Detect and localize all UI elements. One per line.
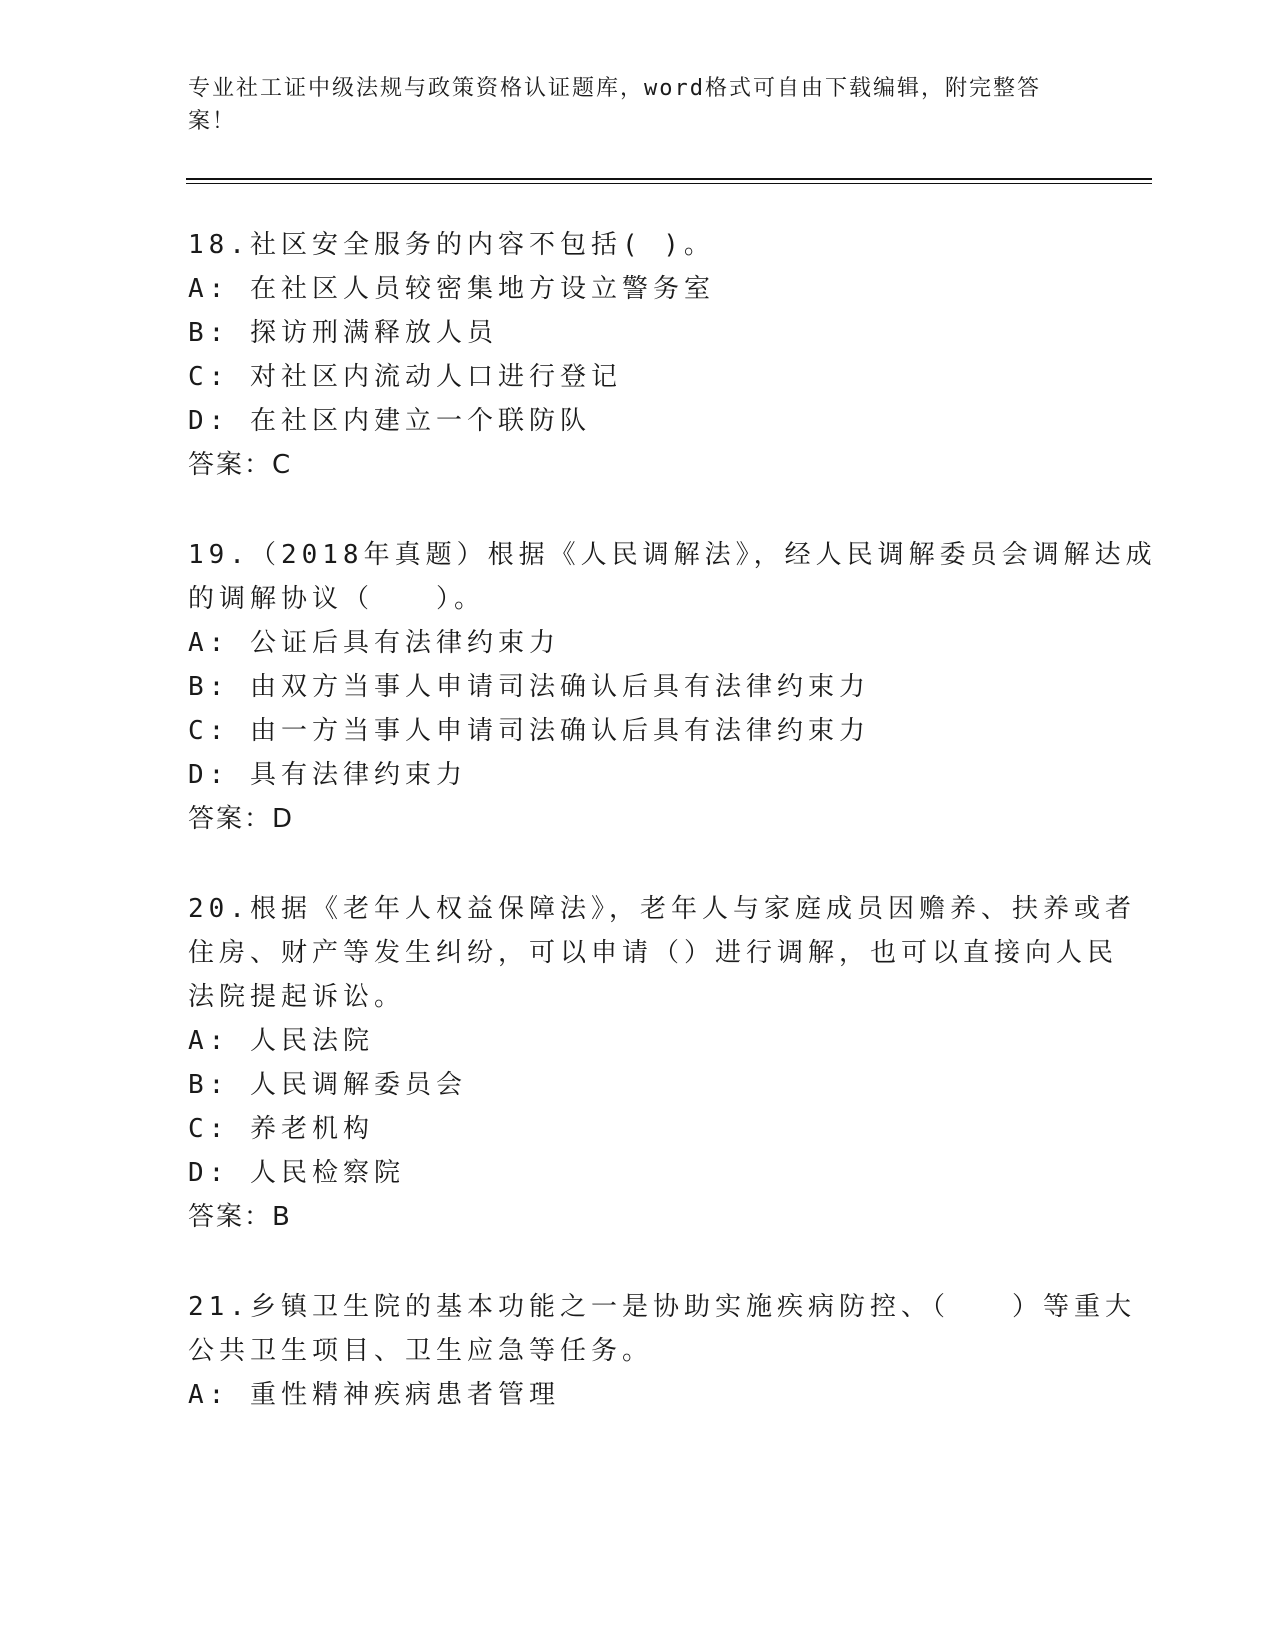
question-stem: 19.（2018年真题）根据《人民调解法》，经人民调解委员会调解达成: [188, 540, 1157, 570]
question-stem: 18.社区安全服务的内容不包括( )。: [188, 230, 715, 260]
question-stem: 公共卫生项目、卫生应急等任务。: [188, 1336, 654, 1366]
answer-label: 答案：B: [188, 1202, 292, 1232]
option-a: A: 在社区人员较密集地方设立警务室: [188, 274, 715, 304]
option-c: C: 对社区内流动人口进行登记: [188, 362, 622, 392]
option-a: A: 人民法院: [188, 1026, 374, 1056]
answer-label: 答案：C: [188, 450, 293, 480]
option-d: D: 人民检察院: [188, 1158, 405, 1188]
question-stem: 法院提起诉讼。: [188, 982, 406, 1012]
option-d: D: 在社区内建立一个联防队: [188, 406, 591, 436]
option-c: C: 养老机构: [188, 1114, 374, 1144]
answer-label: 答案：D: [188, 804, 295, 834]
option-b: B: 由双方当事人申请司法确认后具有法律约束力: [188, 672, 870, 702]
option-a: A: 重性精神疾病患者管理: [188, 1380, 560, 1410]
option-d: D: 具有法律约束力: [188, 760, 467, 790]
document-header: 专业社工证中级法规与政策资格认证题库，word格式可自由下载编辑，附完整答案！: [188, 76, 1041, 134]
option-b: B: 人民调解委员会: [188, 1070, 467, 1100]
question-stem: 住房、财产等发生纠纷，可以申请（）进行调解，也可以直接向人民: [188, 938, 1119, 968]
header-divider-thin: [186, 183, 1152, 184]
option-b: B: 探访刑满释放人员: [188, 318, 498, 348]
option-c: C: 由一方当事人申请司法确认后具有法律约束力: [188, 716, 870, 746]
question-stem: 20.根据《老年人权益保障法》，老年人与家庭成员因赡养、扶养或者: [188, 894, 1136, 924]
question-stem: 的调解协议（ ）。: [188, 584, 486, 614]
question-stem: 21.乡镇卫生院的基本功能之一是协助实施疾病防控、（ ）等重大: [188, 1292, 1136, 1322]
option-a: A: 公证后具有法律约束力: [188, 628, 560, 658]
header-divider-thick: [186, 178, 1152, 180]
